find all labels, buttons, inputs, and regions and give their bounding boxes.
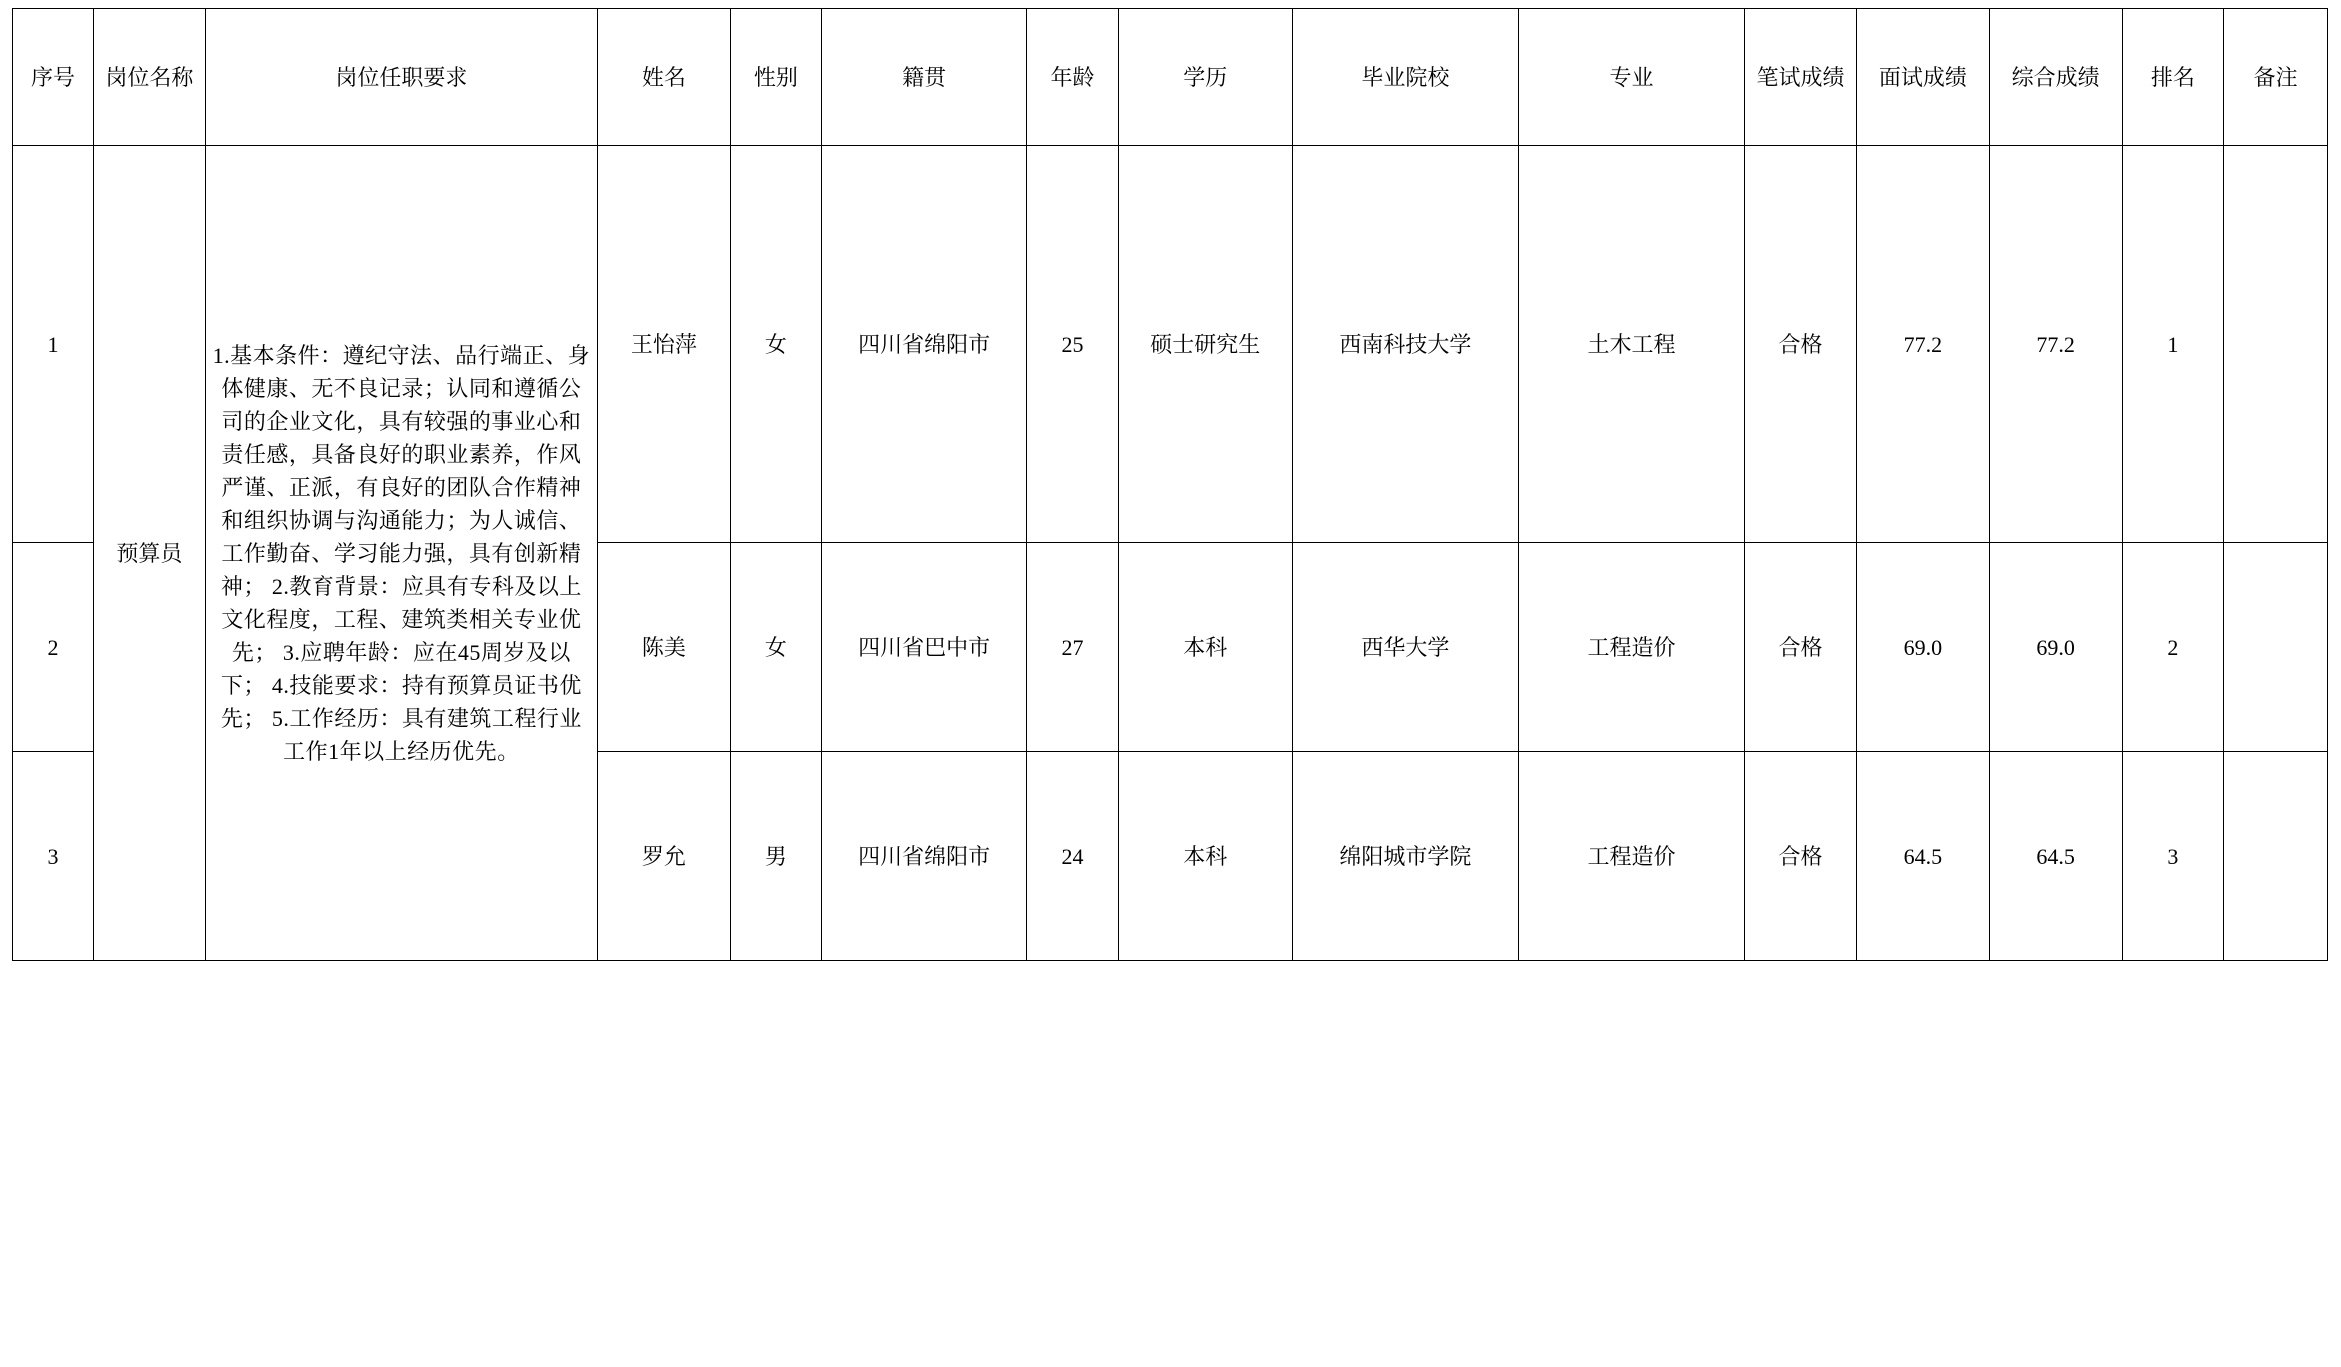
header-origin: 籍贯 xyxy=(821,9,1026,146)
cell-gender: 男 xyxy=(730,752,821,961)
cell-major: 工程造价 xyxy=(1518,752,1744,961)
cell-written-score: 合格 xyxy=(1745,752,1857,961)
header-written-score: 笔试成绩 xyxy=(1745,9,1857,146)
cell-requirements: 1.基本条件：遵纪守法、品行端正、身体健康、无不良记录；认同和遵循公司的企业文化，具有较强的事业心和责任感，具备良好的职业素养，作风严谨、正派，有良好的团队合作精神和组织协调与沟通能力；为人诚信、工作勤奋、学习能力强，具有创新精神； 2.教育背景：应具有专科及以上文化程度，工程、建筑类相关专业优先； 3.应聘年龄：应在45周岁及以下； 4.技能要求：持有预算员证书优先； 5.工作经历：具有建筑工程行业工作1年以上经历优先。 xyxy=(205,146,597,961)
cell-overall-score: 64.5 xyxy=(1989,752,2122,961)
table-header-row xyxy=(13,9,2328,146)
cell-seq: 1 xyxy=(13,146,94,543)
table-body xyxy=(13,146,2328,961)
cell-name: 陈美 xyxy=(597,543,730,752)
cell-name: 罗允 xyxy=(597,752,730,961)
header-education: 学历 xyxy=(1118,9,1292,146)
cell-origin: 四川省绵阳市 xyxy=(821,752,1026,961)
header-age: 年龄 xyxy=(1027,9,1118,146)
cell-rank: 1 xyxy=(2122,146,2224,543)
cell-seq: 3 xyxy=(13,752,94,961)
header-seq: 序号 xyxy=(13,9,94,146)
cell-age: 25 xyxy=(1027,146,1118,543)
header-post-name: 岗位名称 xyxy=(93,9,205,146)
cell-school: 绵阳城市学院 xyxy=(1292,752,1518,961)
cell-overall-score: 69.0 xyxy=(1989,543,2122,752)
cell-school: 西华大学 xyxy=(1292,543,1518,752)
header-interview-score: 面试成绩 xyxy=(1857,9,1990,146)
cell-seq: 2 xyxy=(13,543,94,752)
header-overall-score: 综合成绩 xyxy=(1989,9,2122,146)
cell-origin: 四川省绵阳市 xyxy=(821,146,1026,543)
cell-rank: 3 xyxy=(2122,752,2224,961)
cell-age: 27 xyxy=(1027,543,1118,752)
cell-education: 本科 xyxy=(1118,752,1292,961)
cell-post-name: 预算员 xyxy=(93,146,205,961)
cell-origin: 四川省巴中市 xyxy=(821,543,1026,752)
header-requirements: 岗位任职要求 xyxy=(205,9,597,146)
cell-gender: 女 xyxy=(730,146,821,543)
header-school: 毕业院校 xyxy=(1292,9,1518,146)
cell-gender: 女 xyxy=(730,543,821,752)
cell-written-score: 合格 xyxy=(1745,146,1857,543)
cell-remark xyxy=(2224,752,2328,961)
cell-remark xyxy=(2224,146,2328,543)
cell-major: 土木工程 xyxy=(1518,146,1744,543)
header-rank: 排名 xyxy=(2122,9,2224,146)
table-header xyxy=(13,9,2328,146)
cell-interview-score: 77.2 xyxy=(1857,146,1990,543)
cell-school: 西南科技大学 xyxy=(1292,146,1518,543)
candidate-results-table xyxy=(12,8,2328,961)
cell-education: 本科 xyxy=(1118,543,1292,752)
cell-major: 工程造价 xyxy=(1518,543,1744,752)
header-remark: 备注 xyxy=(2224,9,2328,146)
cell-interview-score: 64.5 xyxy=(1857,752,1990,961)
header-major: 专业 xyxy=(1518,9,1744,146)
cell-age: 24 xyxy=(1027,752,1118,961)
cell-remark xyxy=(2224,543,2328,752)
header-gender: 性别 xyxy=(730,9,821,146)
cell-overall-score: 77.2 xyxy=(1989,146,2122,543)
cell-name: 王怡萍 xyxy=(597,146,730,543)
cell-interview-score: 69.0 xyxy=(1857,543,1990,752)
cell-education: 硕士研究生 xyxy=(1118,146,1292,543)
cell-written-score: 合格 xyxy=(1745,543,1857,752)
header-name: 姓名 xyxy=(597,9,730,146)
cell-rank: 2 xyxy=(2122,543,2224,752)
table-row xyxy=(13,146,2328,543)
